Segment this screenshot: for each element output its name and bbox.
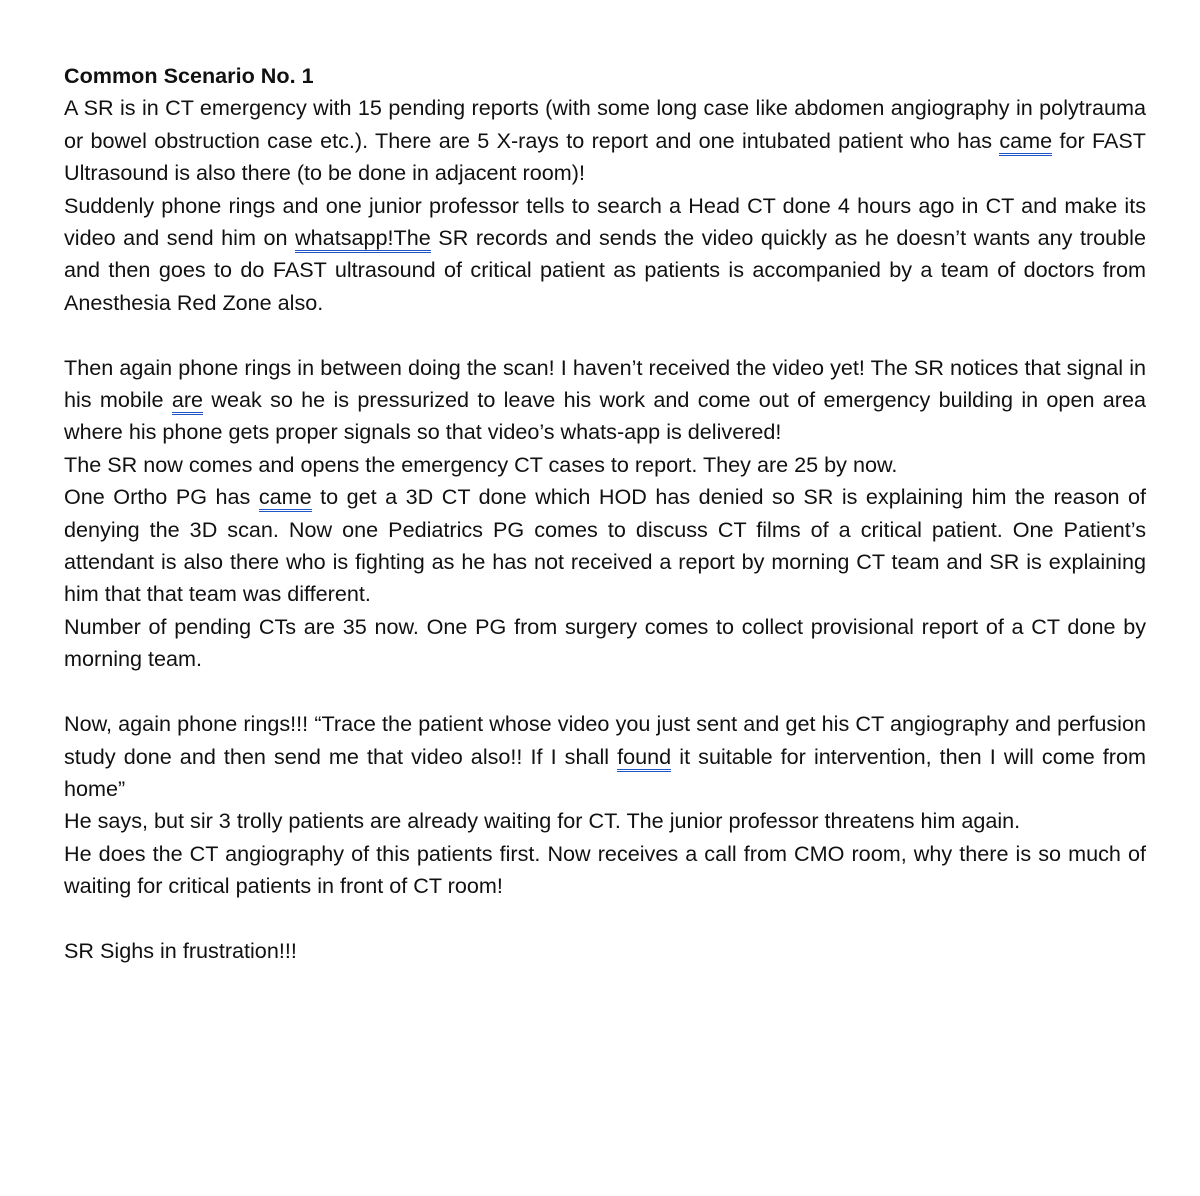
grammar-flag-whatsapp[interactable]: whatsapp!The [295, 225, 431, 253]
paragraph-3 [64, 352, 1146, 449]
paragraph-3-text-b: weak so he is pressurized to leave his work and come out of emergency building in open area where his phone gets proper signals so that video’s whats-app is delivered! [64, 387, 1146, 445]
paragraph-3-text-a: Then again phone rings in between doing the scan! I haven’t received the video yet! The SR notices that signal in his mobile [64, 354, 1146, 413]
paragraph-9: He does the CT angiography of this patients first. Now receives a call from CMO room, why there is so much of waiting for critical patients in front of CT room! [64, 840, 1146, 899]
paragraph-5-text-b: to get a 3D CT done which HOD has denied so SR is explaining him the reason of denying the 3D scan. Now one Pediatrics PG comes to discuss CT films of a critical patient. One Patient’s attendant is also there who is fighting as he has not received a report by morning CT team and SR is explaining him that that team was different. [64, 484, 1146, 607]
paragraph-5-text-a: One Ortho PG has [64, 484, 259, 510]
paragraph-2-text-a: Suddenly phone rings and one junior professor tells to search a Head CT done 4 hours ago in CT and make its video and send him on [64, 192, 1146, 251]
document-title: Common Scenario No. 1 [64, 63, 314, 88]
paragraph-gap [64, 676, 1146, 708]
paragraph-1 [64, 92, 1146, 189]
grammar-flag-found[interactable]: found [617, 744, 671, 772]
document-body [64, 60, 1146, 967]
grammar-flag-came-2[interactable]: came [259, 484, 312, 512]
paragraph-2-text-b: SR records and sends the video quickly as he doesn’t wants any trouble and then goes to do FAST ultrasound of critical patient as patients is accompanied by a team of doctors from Anesthesia Red Zone also. [64, 225, 1146, 315]
paragraph-7-text-b: it suitable for intervention, then I will come from home” [64, 743, 1146, 801]
paragraph-1-text-b: for FAST Ultrasound is also there (to be done in adjacent room)! [64, 127, 1146, 186]
grammar-flag-came[interactable]: came [999, 128, 1052, 156]
paragraph-8: He says, but sir 3 trolly patients are already waiting for CT. The junior professor threatens him again. [64, 808, 1021, 834]
paragraph-gap [64, 319, 1146, 351]
paragraph-gap [64, 903, 1146, 935]
paragraph-10: SR Sighs in frustration!!! [64, 937, 297, 963]
paragraph-4: The SR now comes and opens the emergency CT cases to report. They are 25 by now. [64, 451, 898, 477]
paragraph-5 [64, 481, 1146, 611]
paragraph-1-text-a: A SR is in CT emergency with 15 pending reports (with some long case like abdomen angiography in polytrauma or bowel obstruction case etc.). There are 5 X-rays to report and one intubated patient who has [64, 95, 1146, 153]
paragraph-7-text-a: Now, again phone rings!!! “Trace the patient whose video you just sent and get his CT angiography and perfusion study done and then send me that video also!! If I shall [64, 711, 1146, 769]
paragraph-7 [64, 708, 1146, 805]
paragraph-6: Number of pending CTs are 35 now. One PG from surgery comes to collect provisional report of a CT done by morning team. [64, 613, 1146, 672]
paragraph-2 [64, 190, 1146, 320]
grammar-flag-are[interactable]: are [172, 387, 203, 415]
